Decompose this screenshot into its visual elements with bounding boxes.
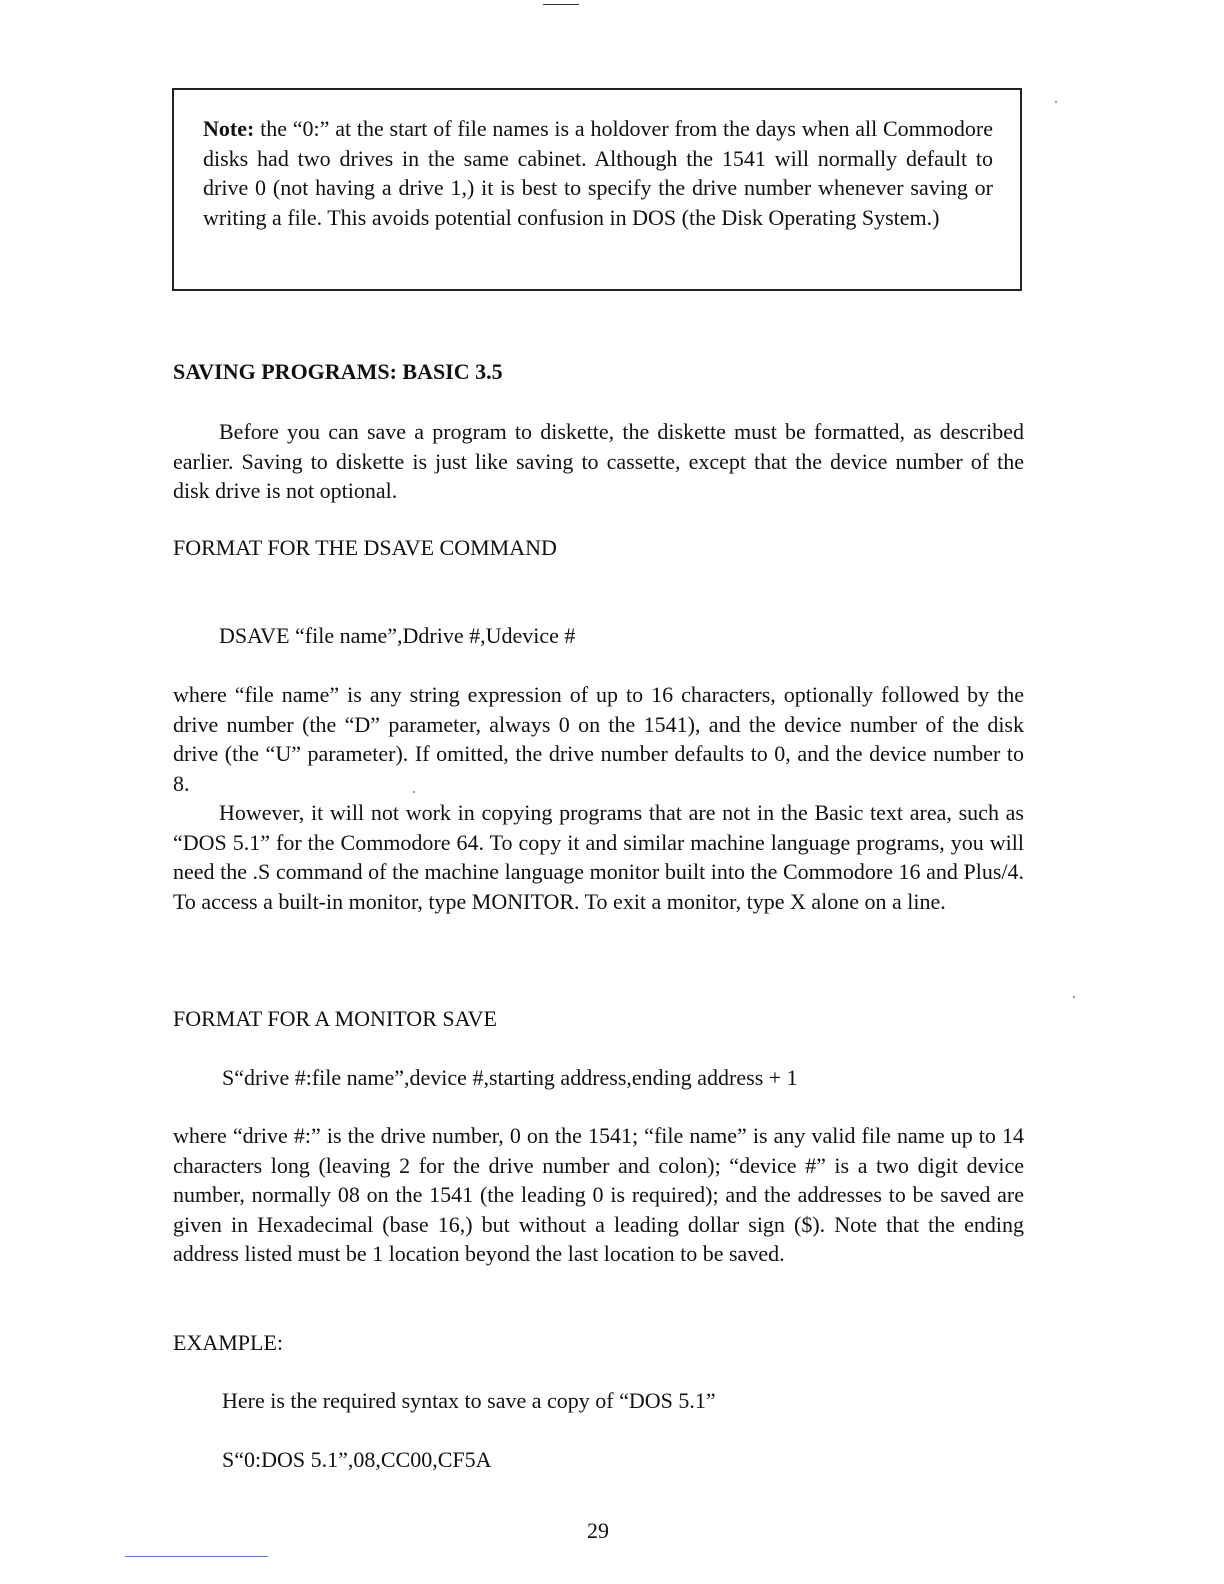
intro-paragraph: Before you can save a program to diskette, the diskette must be formatted, as described earlier. Saving to diskette is just like saving to cassette, except that the device number of the disk drive is not optional. [173, 419, 1024, 503]
dsave-heading: FORMAT FOR THE DSAVE COMMAND [173, 535, 557, 560]
note-label: Note: [203, 116, 255, 141]
monitor-syntax: S“drive #:file name”,device #,starting address,ending address + 1 [222, 1065, 798, 1090]
monitor-description [173, 1121, 1024, 1269]
monitor-where-text: where “drive #:” is the drive number, 0 on the 1541; “file name” is any valid file name up to 14 characters long (leaving 2 for the drive number and colon); “device #” is a two digit device number, normally 08 on the 1541 (the leading 0 is required); and the addresses to be saved are given in Hexadecimal (base 16,) but without a leading dollar sign ($). Note that the ending address listed must be 1 location beyond the last location to be saved. [173, 1123, 1024, 1266]
scan-speck [1055, 101, 1057, 103]
dsave-however-text: However, it will not work in copying programs that are not in the Basic text area, such as “DOS 5.1” for the Commodore 64. To copy it and similar machine language programs, you will need the .S command of the machine language monitor built into the Commodore 16 and Plus/4. To access a built-in monitor, type MONITOR. To exit a monitor, type X alone on a line. [173, 800, 1024, 914]
monitor-heading: FORMAT FOR A MONITOR SAVE [173, 1006, 497, 1031]
scan-speck [413, 791, 415, 793]
dsave-where-text: where “file name” is any string expression of up to 16 characters, optionally followed by the drive number (the “D” parameter, always 0 on the 1541), and the device number of the disk drive (the “U” parameter). If omitted, the drive number defaults to 0, and the device number to 8. [173, 682, 1024, 796]
dsave-description [173, 680, 1024, 916]
note-text [203, 114, 993, 232]
section-heading: SAVING PROGRAMS: BASIC 3.5 [173, 359, 503, 384]
bottom-rule [125, 1556, 268, 1557]
intro-paragraph-block [173, 417, 1024, 506]
page-number: 29 [587, 1518, 609, 1543]
note-body: the “0:” at the start of file names is a holdover from the days when all Commodore disks had two drives in the same cabinet. Although the 1541 will normally default to drive 0 (not having a drive 1,) it is best to specify the drive number whenever saving or writing a file. This avoids potential confusion in DOS (the Disk Operating System.) [203, 116, 993, 230]
example-intro: Here is the required syntax to save a copy of “DOS 5.1” [222, 1388, 716, 1413]
dsave-syntax: DSAVE “file name”,Ddrive #,Udevice # [219, 623, 576, 648]
top-rule [543, 4, 579, 5]
example-heading: EXAMPLE: [173, 1330, 283, 1355]
scan-speck [1073, 996, 1075, 998]
example-command: S“0:DOS 5.1”,08,CC00,CF5A [222, 1447, 492, 1472]
